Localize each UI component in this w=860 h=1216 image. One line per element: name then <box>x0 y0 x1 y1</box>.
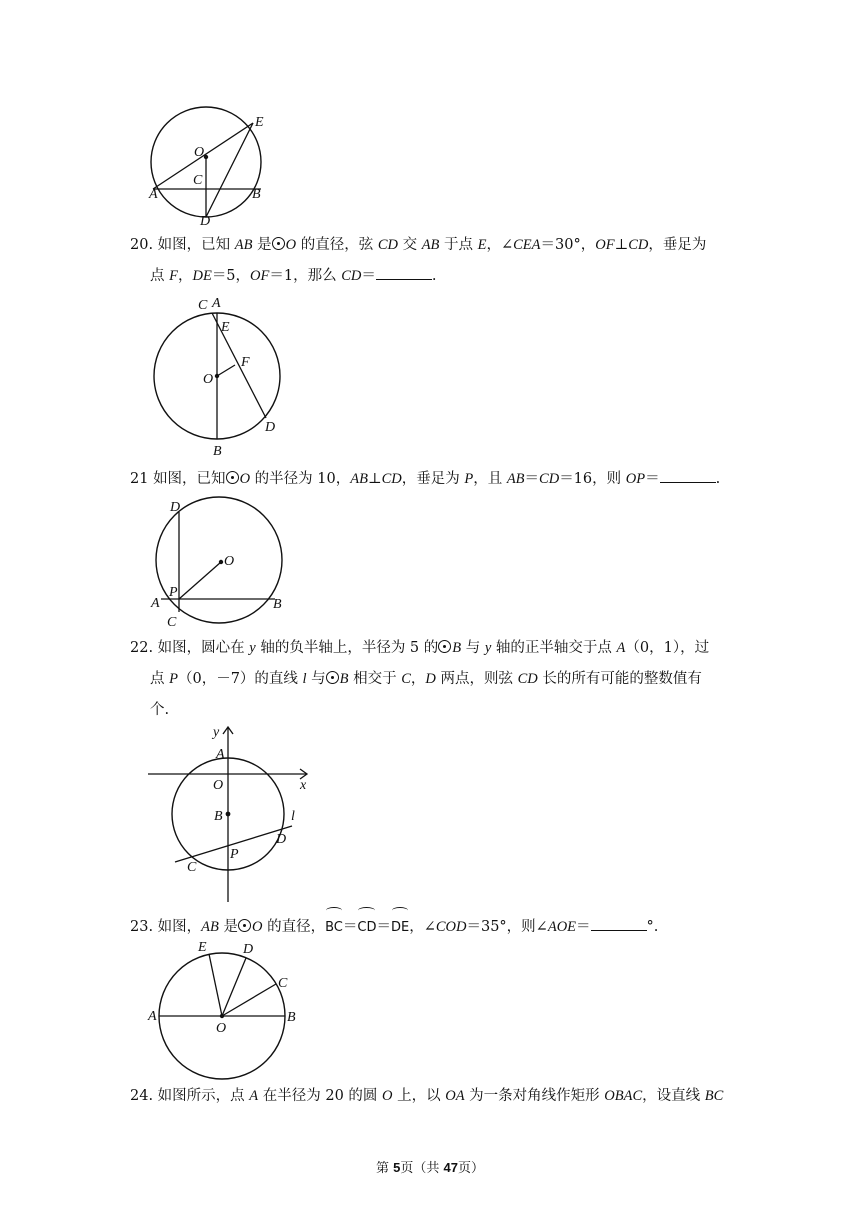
var: AB <box>201 919 219 935</box>
var: CD <box>539 471 560 487</box>
text: ，且 <box>473 471 507 487</box>
radius-oc <box>222 984 276 1016</box>
text: ＝1，那么 <box>269 268 342 284</box>
text: 如图，已知 <box>157 237 235 253</box>
var: AB <box>421 237 440 253</box>
text: ＝ <box>342 919 358 935</box>
label-o: O <box>194 145 205 160</box>
answer-blank <box>660 468 716 483</box>
var: CD <box>377 237 398 253</box>
text: ，垂足为 <box>648 237 707 253</box>
var: P <box>464 471 474 487</box>
text: ⊥ <box>614 237 629 253</box>
var: OBAC <box>604 1088 643 1104</box>
question-20 <box>130 230 740 292</box>
var: D <box>425 671 436 687</box>
question-number: 20. <box>130 237 154 253</box>
line-op <box>179 562 221 599</box>
label-c: C <box>193 173 203 188</box>
answer-blank <box>591 916 647 931</box>
label-e: E <box>198 940 207 955</box>
circle-dot-symbol <box>272 237 285 250</box>
text: ＝ <box>361 268 376 284</box>
label-f: F <box>241 355 250 370</box>
radius-od <box>222 958 246 1016</box>
footer-text: 页（共 <box>400 1161 444 1176</box>
total-pages: 47 <box>443 1160 458 1175</box>
var: O <box>252 919 263 935</box>
label-d: D <box>265 420 276 435</box>
label-b: B <box>252 187 261 202</box>
label-a: A <box>212 296 221 311</box>
text: （0，－7）的直线 <box>177 671 303 687</box>
var: O <box>285 237 297 253</box>
question-24-line-1 <box>130 1081 740 1112</box>
label-c: C <box>278 976 288 991</box>
footer-text: 页） <box>457 1161 484 1176</box>
var: CEA <box>513 237 541 253</box>
line-de <box>206 123 253 217</box>
text: ＝ <box>376 919 391 935</box>
label-d: D <box>276 832 287 847</box>
arc-de: DE <box>391 910 409 943</box>
center-dot <box>220 1014 224 1018</box>
var: B <box>452 640 462 656</box>
text: ⊥ <box>367 471 382 487</box>
text: ＝30°， <box>540 237 596 253</box>
label-o: O <box>224 554 235 569</box>
var: O <box>239 471 251 487</box>
text: 点 <box>150 268 170 284</box>
var: DE <box>192 268 212 284</box>
circle-dot-symbol <box>326 671 339 684</box>
question-number: 21 <box>130 471 149 487</box>
label-d: D <box>200 214 211 229</box>
figure-q22 <box>140 722 320 904</box>
var: CD <box>381 471 402 487</box>
text: . <box>715 471 721 487</box>
text: ＝35°，则∠ <box>466 919 548 935</box>
label-o: O <box>216 1021 227 1036</box>
var: OP <box>625 471 646 487</box>
text: °. <box>646 919 659 935</box>
text: 如图， <box>157 919 202 935</box>
center-dot <box>215 374 219 378</box>
text: 于点 <box>439 237 478 253</box>
label-o: O <box>213 778 224 793</box>
var: O <box>382 1088 393 1104</box>
text: ＝16，则 <box>559 471 626 487</box>
var: E <box>477 237 487 253</box>
text: 轴的负半轴上，半径为 5 的 <box>255 640 439 656</box>
text: 与 <box>461 640 485 656</box>
label-b: B <box>213 444 222 459</box>
text: 是 <box>252 237 272 253</box>
text: 如图所示，点 <box>157 1088 250 1104</box>
arc-cd: CD <box>357 910 376 943</box>
page-footer <box>0 1157 860 1176</box>
text: ，垂足为 <box>401 471 465 487</box>
var: A <box>616 640 626 656</box>
label-b: B <box>287 1010 296 1025</box>
question-number: 23. <box>130 919 154 935</box>
text: 与 <box>306 671 326 687</box>
text: 在半径为 20 的圆 <box>258 1088 383 1104</box>
text: 如图，圆心在 <box>157 640 250 656</box>
var: B <box>339 671 349 687</box>
var: CD <box>341 268 362 284</box>
text: ， <box>177 268 193 284</box>
text: 个. <box>150 702 170 718</box>
var: AOE <box>547 919 577 935</box>
var: l <box>302 671 307 687</box>
var: CD <box>628 237 649 253</box>
figure-q20 <box>145 293 295 463</box>
label-a: A <box>149 187 158 202</box>
question-22-line-1 <box>130 633 740 664</box>
text: 交 <box>397 237 422 253</box>
var: OF <box>250 268 270 284</box>
question-22 <box>130 633 740 726</box>
text: （0，1），过 <box>625 640 710 656</box>
text: ，设直线 <box>642 1088 705 1104</box>
label-c: C <box>198 298 208 313</box>
circle-o <box>156 497 282 623</box>
text: ＝ <box>576 919 591 935</box>
var: OA <box>445 1088 465 1104</box>
question-21-line-1 <box>130 464 740 495</box>
question-20-line-2 <box>130 261 740 292</box>
text: 是 <box>218 919 238 935</box>
answer-blank <box>376 265 432 280</box>
label-b: B <box>214 809 223 824</box>
arc-bc: BC <box>325 910 343 943</box>
radius-oe <box>209 954 222 1016</box>
label-b: B <box>273 597 282 612</box>
text: 的直径，弦 <box>296 237 378 253</box>
text: ，∠ <box>409 919 436 935</box>
var: y <box>484 640 492 656</box>
var: y <box>249 640 256 656</box>
text: 的直径， <box>262 919 326 935</box>
question-number: 24. <box>130 1088 154 1104</box>
question-20-line-1 <box>130 230 740 261</box>
center-dot <box>204 155 208 159</box>
text: 为一条对角线作矩形 <box>464 1088 605 1104</box>
figure-q19 <box>140 104 280 230</box>
text: 两点，则弦 <box>435 671 518 687</box>
label-c: C <box>187 860 197 875</box>
label-c: C <box>167 615 177 630</box>
label-a: A <box>216 747 225 762</box>
var: BC <box>704 1088 724 1104</box>
text: 上，以 <box>392 1088 446 1104</box>
text: ＝ <box>524 471 540 487</box>
text: 相交于 <box>348 671 402 687</box>
label-a: A <box>148 1009 157 1024</box>
center-dot <box>219 560 223 564</box>
var: P <box>169 671 178 687</box>
var: F <box>169 268 178 284</box>
point-b <box>226 812 231 817</box>
text: ， <box>410 671 426 687</box>
circle-dot-symbol <box>438 640 451 653</box>
text: ＝5， <box>211 268 251 284</box>
text: 长的所有可能的整数值有 <box>537 671 702 687</box>
text: ，∠ <box>486 237 514 253</box>
page-number: 5 <box>393 1160 401 1175</box>
question-21 <box>130 464 740 495</box>
var: OF <box>595 237 615 253</box>
text: 的半径为 10， <box>250 471 351 487</box>
figure-q21 <box>145 495 295 633</box>
label-e: E <box>255 115 264 130</box>
label-p: P <box>230 847 239 862</box>
text: ＝ <box>645 471 660 487</box>
footer-text: 第 <box>376 1161 394 1176</box>
var: CD <box>517 671 538 687</box>
label-d: D <box>170 500 181 515</box>
label-x: x <box>300 778 307 793</box>
var: C <box>401 671 411 687</box>
var: A <box>249 1088 259 1104</box>
question-22-line-2 <box>130 664 740 695</box>
text: 点 <box>150 671 170 687</box>
label-o: O <box>203 372 214 387</box>
label-e: E <box>221 320 230 335</box>
question-number: 22. <box>130 640 154 656</box>
var: AB <box>506 471 525 487</box>
var: COD <box>435 919 467 935</box>
circle-dot-symbol <box>238 919 251 932</box>
circle-dot-symbol <box>226 471 239 484</box>
figure-q23 <box>142 936 312 1082</box>
question-24 <box>130 1081 740 1112</box>
label-a: A <box>151 596 160 611</box>
label-d: D <box>243 942 254 957</box>
line-of <box>217 365 235 376</box>
text: 如图，已知 <box>153 471 226 487</box>
label-p: P <box>169 585 178 600</box>
var: AB <box>234 237 253 253</box>
text: . <box>431 268 437 284</box>
var: AB <box>350 471 368 487</box>
label-y: y <box>213 725 220 740</box>
label-l: l <box>291 809 295 824</box>
text: 轴的正半轴交于点 <box>491 640 617 656</box>
